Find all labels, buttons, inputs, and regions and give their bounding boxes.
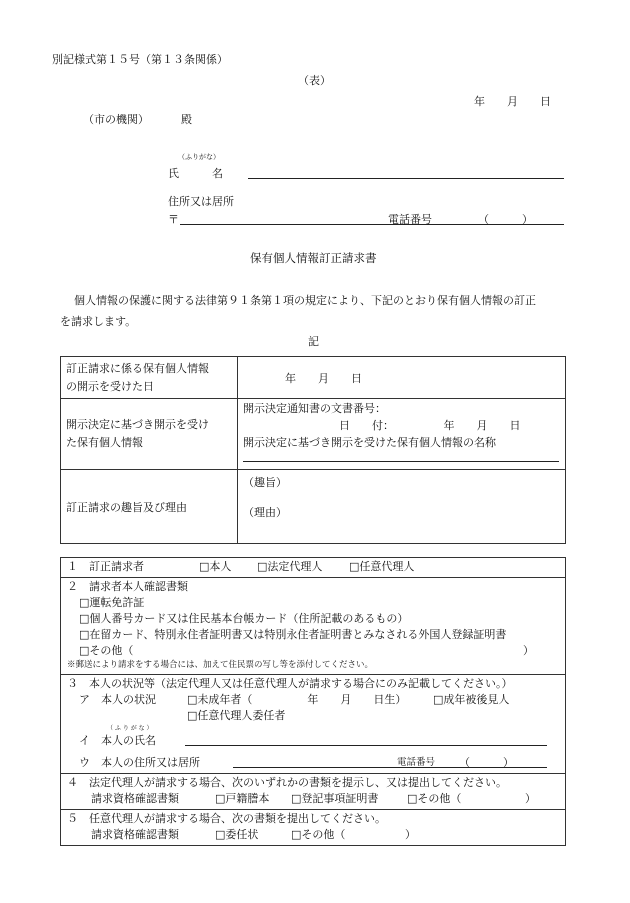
s1-label: １ 訂正請求者 xyxy=(67,560,144,573)
s3-u-phone-label: 電話番号 xyxy=(397,757,436,768)
name-label: 氏 名 xyxy=(168,167,223,180)
form-number: 別記様式第１５号（第１３条関係） xyxy=(52,53,228,66)
s4-opt-other-close: ） xyxy=(525,792,536,805)
s3-a-principal[interactable]: □任意代理人委任者 xyxy=(187,709,286,722)
disclosed-info-name-field[interactable] xyxy=(243,451,559,462)
intro-text-1: 個人情報の保護に関する法律第９１条第１項の規定により、下記のとおり保有個人情報の訂正 xyxy=(74,294,536,307)
disclosed-info-name: 開示決定に基づき開示を受けた保有個人情報の名称 xyxy=(243,436,496,449)
purpose-reason-label-cell xyxy=(61,470,238,544)
date-line: 年 月 日 xyxy=(474,95,551,108)
s5-sub: 請求資格確認書類 xyxy=(91,828,179,841)
s4-opt-koseki[interactable]: □戸籍謄本 xyxy=(215,792,270,805)
requester-info-table xyxy=(60,557,566,846)
s3-a-label: ア 本人の状況 xyxy=(79,693,156,706)
disclosure-date-label-2: の開示を受けた日 xyxy=(66,379,154,393)
name-field[interactable] xyxy=(248,165,564,179)
purpose-label: （趣旨） xyxy=(243,476,287,489)
s3-label: ３ 本人の状況等（法定代理人又は任意代理人が請求する場合にのみ記載してください。） xyxy=(67,677,513,690)
request-details-table xyxy=(60,356,566,544)
s3-i-name-field[interactable] xyxy=(185,733,547,746)
s4-opt-other[interactable]: □その他（ xyxy=(407,792,462,805)
s2-item-residence[interactable]: □在留カード、特別永住者証明書又は特別永住者証明書とみなされる外国人登録証明書 xyxy=(79,628,507,641)
s2-note: ※郵送により請求をする場合には、加えて住民票の写し等を添付してください。 xyxy=(67,660,374,670)
furigana-label: （ふりがな） xyxy=(178,153,220,161)
section-3 xyxy=(61,675,566,774)
ki-heading: 記 xyxy=(308,335,319,348)
s1-opt-legal[interactable]: □法定代理人 xyxy=(257,560,323,573)
notice-date: 日 付： 年 月 日 xyxy=(339,419,521,432)
s4-sub: 請求資格確認書類 xyxy=(91,792,179,805)
purpose-reason-label: 訂正請求の趣旨及び理由 xyxy=(66,500,187,514)
s2-item-other[interactable]: □その他（ xyxy=(79,644,134,657)
disclosure-date-value-cell[interactable] xyxy=(238,357,566,399)
s5-opt-proxy[interactable]: □委任状 xyxy=(215,828,259,841)
s5-label: ５ 任意代理人が請求する場合、次の書類を提出してください。 xyxy=(67,812,386,825)
section-2 xyxy=(61,578,566,675)
phone-label: 電話番号 xyxy=(388,213,432,226)
honorific: 殿 xyxy=(181,113,192,126)
notice-doc-number: 開示決定通知書の文書番号： xyxy=(243,402,386,415)
disclosed-info-label-1: 開示決定に基づき開示を受け xyxy=(66,418,209,431)
disclosed-info-label-2: た保有個人情報 xyxy=(66,436,143,449)
side-label: （表） xyxy=(298,74,331,87)
s2-item-other-close: ） xyxy=(523,644,534,657)
disclosure-date-value: 年 月 日 xyxy=(285,371,362,385)
section-4 xyxy=(61,774,566,810)
reason-label: （理由） xyxy=(243,506,287,519)
purpose-reason-value-cell[interactable] xyxy=(238,470,566,544)
section-5 xyxy=(61,810,566,846)
s3-i-label: イ 本人の氏名 xyxy=(79,734,156,747)
s3-a-adult-ward[interactable]: □成年被後見人 xyxy=(433,693,510,706)
postal-mark: 〒 xyxy=(168,213,179,226)
disclosed-info-label-cell xyxy=(61,399,238,470)
s5-opt-other[interactable]: □その他（ xyxy=(291,828,346,841)
disclosed-info-value-cell[interactable] xyxy=(238,399,566,470)
s2-item-mynumber[interactable]: □個人番号カード又は住民基本台帳カード（住所記載のあるもの） xyxy=(79,612,409,625)
phone-paren: （ ） xyxy=(478,213,533,226)
s3-u-label: ウ 本人の住所又は居所 xyxy=(79,756,200,769)
s3-u-phone-paren: （ ） xyxy=(459,756,514,769)
disclosure-date-label-cell xyxy=(61,357,238,399)
s1-opt-self[interactable]: □本人 xyxy=(199,560,232,573)
recipient: （市の機関） xyxy=(83,113,149,126)
disclosure-date-label-1: 訂正請求に係る保有個人情報 xyxy=(66,361,209,375)
section-1 xyxy=(61,558,566,578)
intro-text-2: を請求します。 xyxy=(60,315,137,328)
address-label: 住所又は居所 xyxy=(168,195,234,208)
s2-item-license[interactable]: □運転免許証 xyxy=(79,596,145,609)
s2-label: ２ 請求者本人確認書類 xyxy=(67,580,188,593)
s3-a-minor[interactable]: □未成年者（ 年 月 日生） xyxy=(187,693,407,706)
s1-opt-voluntary[interactable]: □任意代理人 xyxy=(349,560,415,573)
s5-opt-other-close: ） xyxy=(405,828,416,841)
s4-label: ４ 法定代理人が請求する場合、次のいずれかの書類を提示し、又は提出してください。 xyxy=(67,776,507,789)
s4-opt-registry[interactable]: □登記事項証明書 xyxy=(291,792,379,805)
s3-i-furigana: （ ふ り が な ） xyxy=(107,725,153,732)
doc-title: 保有個人情報訂正請求書 xyxy=(250,251,377,265)
